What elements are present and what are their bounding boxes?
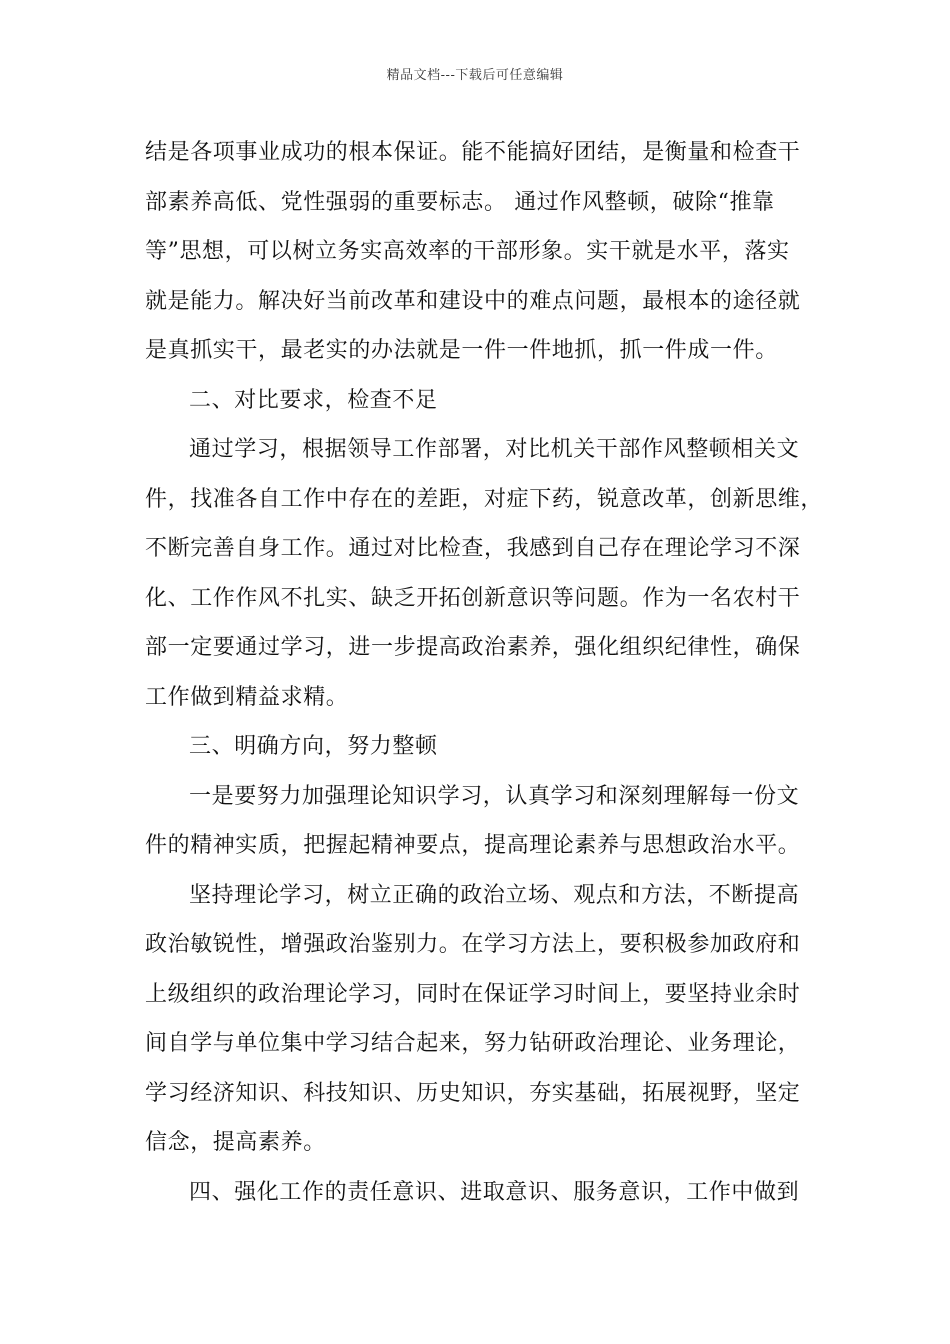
section-heading: 二、对比要求，检查不足 <box>189 387 438 413</box>
text-line: 间自学与单位集中学习结合起来，努力钻研政治理论、业务理论， <box>145 1031 801 1056</box>
text-line: 工作做到精益求精。 <box>145 684 349 710</box>
text-line: 件，找准各自工作中存在的差距，对症下药，锐意改革，创新思维， <box>145 486 824 512</box>
section-heading: 四、强化工作的责任意识、进取意识、服务意识，工作中做到 <box>189 1179 800 1205</box>
text-line: 通过学习，根据领导工作部署，对比机关干部作风整顿相关文 <box>189 437 800 462</box>
text-line: 件的精神实质，把握起精神要点，提高理论素养与思想政治水平。 <box>145 833 801 858</box>
text-line: 上级组织的政治理论学习，同时在保证学习时间上，要坚持业余时 <box>145 981 801 1007</box>
text-line: 一是要努力加强理论知识学习，认真学习和深刻理解每一份文 <box>189 783 800 809</box>
text-line: 学习经济知识、科技知识、历史知识，夯实基础，拓展视野，坚定 <box>145 1080 801 1106</box>
text-line: 等”思想，可以树立务实高效率的干部形象。实干就是水平，落实 <box>145 239 790 264</box>
text-line: 结是各项事业成功的根本保证。能不能搞好团结，是衡量和检查干 <box>145 140 801 165</box>
text-line: 信念，提高素养。 <box>145 1130 326 1155</box>
text-line: 坚持理论学习，树立正确的政治立场、观点和方法，不断提高 <box>189 882 800 908</box>
page-header: 精品文档---下载后可任意编辑 <box>386 68 564 83</box>
text-line: 化、工作作风不扎实、缺乏开拓创新意识等问题。作为一名农村干 <box>145 585 801 611</box>
text-line: 就是能力。解决好当前改革和建设中的难点问题，最根本的途径就 <box>145 288 801 314</box>
section-heading: 三、明确方向，努力整顿 <box>189 734 438 759</box>
text-line: 部一定要通过学习，进一步提高政治素养，强化组织纪律性，确保 <box>145 635 801 660</box>
document-body <box>145 128 825 1217</box>
text-line: 是真抓实干，最老实的办法就是一件一件地抓，抓一件成一件。 <box>145 338 778 363</box>
text-line: 政治敏锐性，增强政治鉴别力。在学习方法上，要积极参加政府和 <box>145 932 801 957</box>
text-line: 部素养高低、党性强弱的重要标志。 通过作风整顿，破除“推靠 <box>145 189 775 215</box>
text-line: 不断完善自身工作。通过对比检查，我感到自己存在理论学习不深 <box>145 536 801 561</box>
